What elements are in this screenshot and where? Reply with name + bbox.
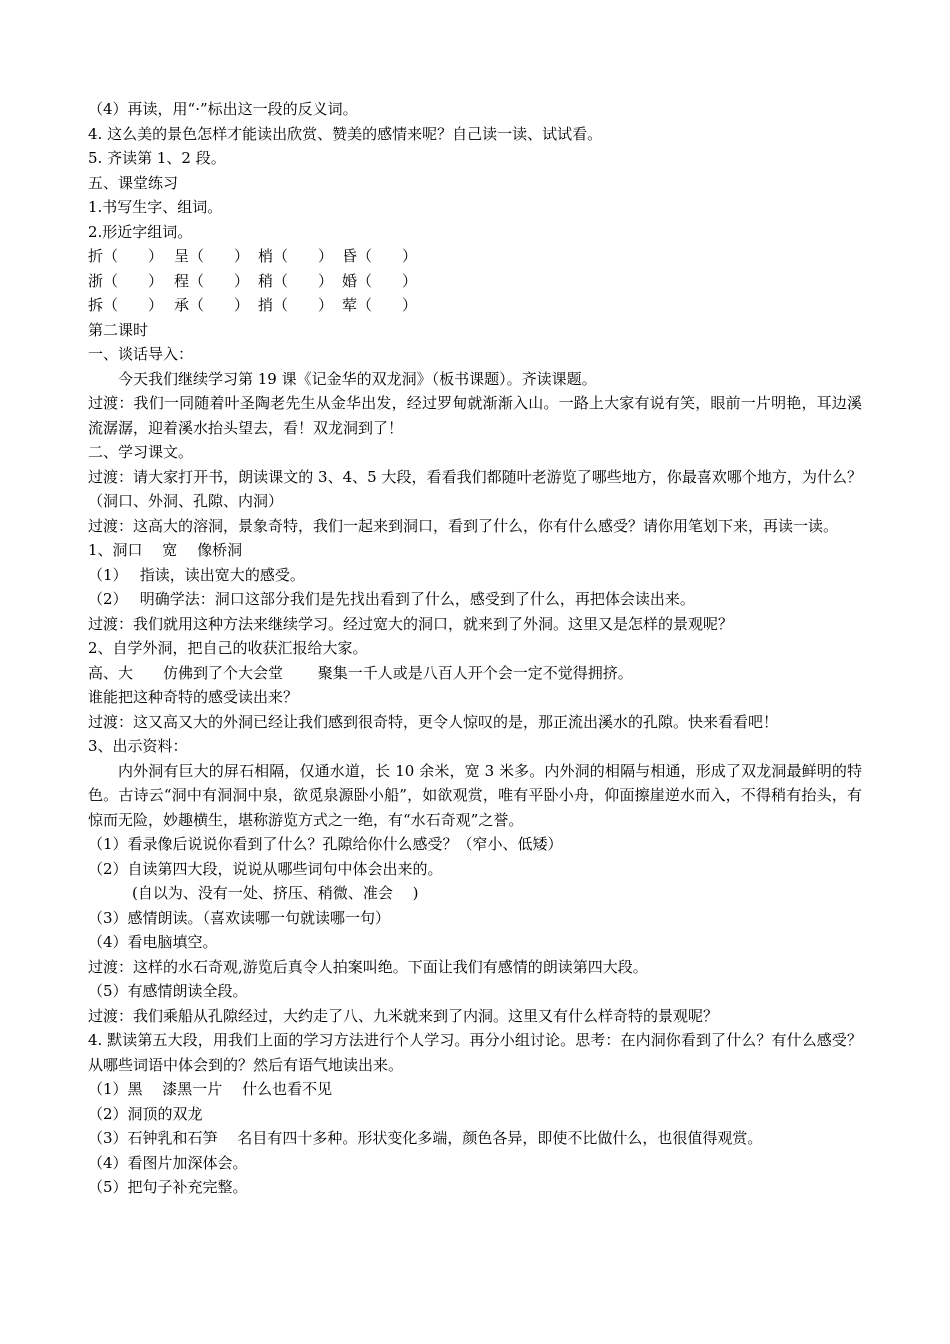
lesson-heading: 第二课时 [88, 320, 149, 339]
text-line: (自以为、没有一处、挤压、稍微、准会 ) [132, 884, 419, 902]
word-cell: 梢（ ） [258, 247, 334, 265]
text-line: （3）感情朗读。（喜欢读哪一句就读哪一句） [88, 908, 391, 927]
text-line: （2） 明确学法：洞口这部分我们是先找出看到了什么，感受到了什么，再把体会读出来。 [88, 590, 695, 608]
text-line: （4）看图片加深体会。 [88, 1153, 248, 1172]
text-line: （1）黑 漆黑一片 什么也看不见 [88, 1080, 333, 1098]
text-line: 2.形近字组词。 [88, 222, 193, 241]
text-line: （5）把句子补充完整。 [88, 1178, 248, 1196]
transition-paragraph: 过渡：这高大的溶洞，景象奇特，我们一起来到洞口，看到了什么，你有什么感受？请你用笔划下来，再读一读。 [88, 516, 839, 535]
word-cell: 程（ ） [174, 271, 250, 290]
material-paragraph: 内外洞有巨大的屏石相隔，仅通水道，长 10 余米，宽 3 米多。内外洞的相隔与相通，形成了双龙洞最鲜明的特色。古诗云“洞中有洞洞中泉，欲觅泉源卧小船”，如欲观赏，唯有平卧小舟，仰面擦崖逆水而入，不得稍有抬头，有惊而无险，妙趣横生，堪称游览方式之一绝，有“水石奇观”之誉。 [88, 761, 862, 829]
word-cell: 婚（ ） [342, 271, 418, 290]
intro-paragraph: 今天我们继续学习第 19 课《记金华的双龙洞》（板书课题）。齐读课题。 [118, 369, 597, 388]
sub-heading: 4. 默读第五大段，用我们上面的学习方法进行个人学习。再分小组讨论。思考：在内洞你看到了什么？有什么感受？从哪些词语中体会到的？然后有语气地读出来。 [88, 1031, 862, 1074]
word-grid [88, 244, 862, 318]
sub-heading: 2、自学外洞，把自己的收获汇报给大家。 [88, 639, 368, 657]
text-line: （4）再读，用“·”标出这一段的反义词。 [88, 100, 358, 118]
word-cell: 捎（ ） [258, 296, 334, 314]
word-cell: 折（ ） [88, 247, 164, 265]
word-cell: 拆（ ） [88, 296, 164, 314]
transition-paragraph: 过渡：我们乘船从孔隙经过，大约走了八、九米就来到了内洞。这里又有什么样奇特的景观呢？ [88, 1006, 719, 1025]
transition-paragraph: 过渡：我们一同随着叶圣陶老先生从金华出发，经过罗甸就渐渐入山。一路上大家有说有笑，眼前一片明艳，耳边溪流潺潺，迎着溪水抬头望去，看！双龙洞到了！ [88, 394, 862, 437]
word-cell: 稍（ ） [258, 271, 334, 290]
word-cell: 荤（ ） [342, 296, 418, 314]
transition-paragraph: 过渡：这样的水石奇观,游览后真令人拍案叫绝。下面让我们有感情的朗读第四大段。 [88, 957, 648, 976]
section-heading: 一、谈话导入： [88, 345, 194, 363]
transition-paragraph: 过渡：这又高又大的外洞已经让我们感到很奇特，更令人惊叹的是，那正流出溪水的孔隙。快来看看吧！ [88, 712, 779, 731]
transition-paragraph: 过渡：我们就用这种方法来继续学习。经过宽大的洞口，就来到了外洞。这里又是怎样的景观呢？ [88, 614, 734, 633]
text-line: （1） 指读，读出宽大的感受。 [88, 565, 305, 584]
word-cell: 浙（ ） [88, 271, 164, 290]
sub-heading: 3、出示资料： [88, 737, 188, 755]
text-line: （1）看录像后说说你看到了什么？孔隙给你什么感受？（窄小、低矮） [88, 835, 563, 853]
transition-paragraph: 过渡：请大家打开书，朗读课文的 3、4、5 大段，看看我们都随叶老游览了哪些地方，你最喜欢哪个地方，为什么？（洞口、外洞、孔隙、内洞） [88, 467, 862, 510]
text-line: （5）有感情朗读全段。 [88, 982, 248, 1000]
word-grid-row [88, 269, 862, 294]
text-line: （2）自读第四大段，说说从哪些词句中体会出来的。 [88, 859, 443, 878]
text-line: 高、大 仿佛到了个大会堂 聚集一千人或是八百人开个会一定不觉得拥挤。 [88, 663, 633, 682]
section-heading: 二、学习课文。 [88, 443, 194, 461]
sub-heading: 1、洞口 宽 像桥洞 [88, 541, 243, 559]
word-grid-row [88, 244, 862, 269]
text-line: 4. 这么美的景色怎样才能读出欣赏、赞美的感情来呢？自己读一读、试试看。 [88, 124, 603, 143]
text-line: （4）看电脑填空。 [88, 933, 218, 951]
word-grid-row [88, 293, 862, 318]
word-cell: 昏（ ） [342, 247, 418, 265]
text-line: 1.书写生字、组词。 [88, 198, 223, 216]
text-line: （2）洞顶的双龙 [88, 1104, 203, 1123]
word-cell: 呈（ ） [174, 247, 250, 265]
text-line: （3）石钟乳和石笋 名目有四十多种。形状变化多端，颜色各异，即使不比做什么，也很值得观赏。 [88, 1129, 763, 1147]
text-line: 5. 齐读第 1、2 段。 [88, 149, 226, 167]
word-cell: 承（ ） [174, 296, 250, 314]
section-heading: 五、课堂练习 [88, 173, 179, 192]
text-line: 谁能把这种奇特的感受读出来？ [88, 688, 299, 706]
